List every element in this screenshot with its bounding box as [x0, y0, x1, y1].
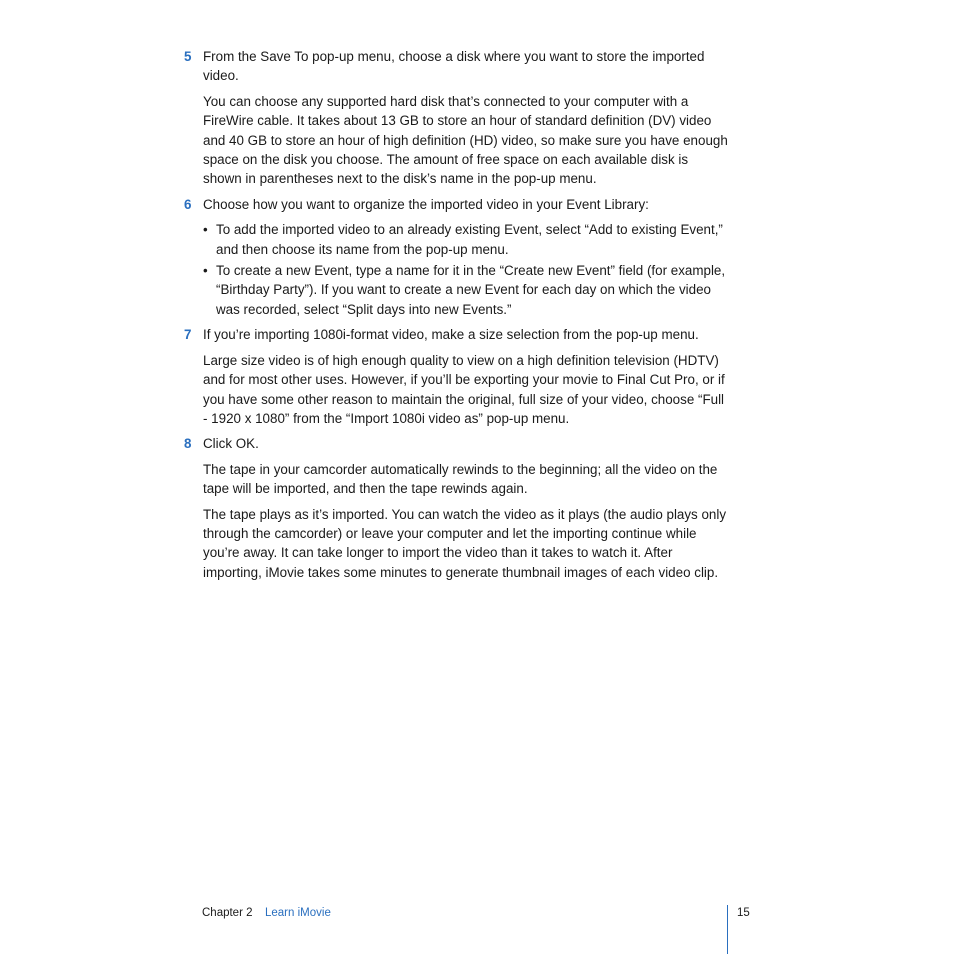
paragraph-tape-plays: The tape plays as it’s imported. You can watch the video as it plays (the audio plays only through the camcorder) or leave your computer and let the importing continue while you’re away. It can take longer to import the video than it takes to watch it. After importing, iMovie takes some minutes to generate thumbnail images of each video clip. — [203, 506, 727, 580]
step-number: 6 — [184, 196, 192, 212]
step-text: Choose how you want to organize the imported video in your Event Library: — [203, 196, 649, 212]
step-text: Click OK. — [203, 436, 259, 452]
paragraph-tape-rewind: The tape in your camcorder automatically rewinds to the beginning; all the video on the tape will be imported, and then the tape rewinds again. — [203, 461, 718, 497]
step-text: From the Save To pop-up menu, choose a disk where you want to store the imported video. — [203, 49, 705, 84]
bullet-symbol: • — [203, 263, 208, 279]
bullet-text: To create a new Event, type a name for it in the “Create new Event” field (for example, “Birthday Party”). If you want to create a new Event for each day on which the video was recorded, select “Split days into new Events.” — [216, 263, 726, 317]
footer-page-number: 15 — [737, 907, 750, 919]
bullet-symbol: • — [203, 222, 208, 238]
page-content — [0, 47, 954, 588]
paragraph-video-size: Large size video is of high enough quality to view on a high definition television (HDTV) and for most other uses. However, if you’ll be exporting your movie to Final Cut Pro, or if you have some other reason to maintain the original, full size of your video, choose “Full - 1920 x 1080” from the “Import 1080i video as” pop-up menu. — [203, 352, 725, 426]
footer-chapter-title: Learn iMovie — [265, 907, 331, 919]
footer-divider — [727, 905, 728, 954]
step-text: If you’re importing 1080i-format video, make a size selection from the pop-up menu. — [203, 327, 699, 343]
step-number: 5 — [184, 49, 192, 64]
step-7 — [0, 325, 733, 344]
step-5 — [0, 47, 733, 86]
step-number: 8 — [184, 436, 192, 452]
paragraph-disk-space: You can choose any supported hard disk that’s connected to your computer with a FireWire cable. It takes about 13 GB to store an hour of standard definition (DV) video and 40 GB to store an hour of high definition (HD) video, so make sure you have enough space on the disk you choose. The amount of free space on each available disk is shown in parentheses next to the disk’s name in the pop-up menu. — [203, 93, 728, 187]
bullet-list — [0, 220, 954, 319]
bullet-item — [0, 220, 731, 259]
bullet-item — [0, 261, 731, 319]
bullet-text: To add the imported video to an already existing Event, select “Add to existing Event,” and then choose its name from the pop-up menu. — [216, 222, 723, 257]
step-8 — [0, 434, 733, 453]
footer-chapter: Chapter 2 — [202, 907, 253, 919]
step-6 — [0, 195, 733, 214]
step-number: 7 — [184, 327, 192, 343]
